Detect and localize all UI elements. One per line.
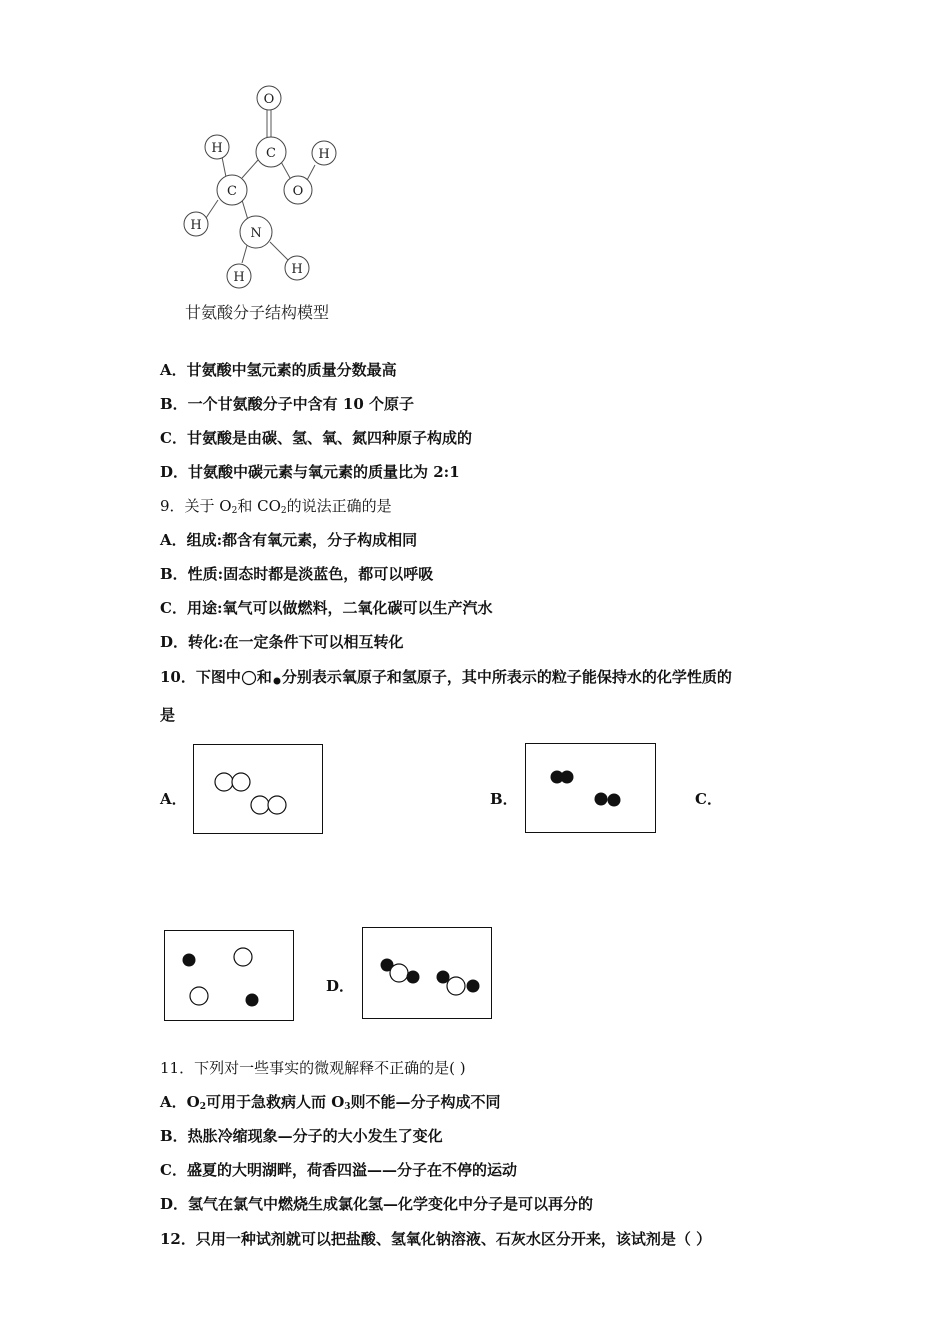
water-molecules-diagram	[363, 928, 491, 1018]
q10-label-b: B．	[490, 790, 518, 808]
h-atom	[183, 954, 196, 967]
q10-box-b	[525, 743, 656, 833]
bond-c-h-top	[222, 157, 226, 177]
bond-c-n	[242, 200, 248, 220]
atom-n	[240, 216, 272, 248]
q8-option-d: D．甘氨酸中碳元素与氧元素的质量比为 2:1	[160, 463, 460, 481]
atom-h-left-top	[205, 135, 229, 159]
svg-text:H: H	[291, 262, 303, 277]
q11-stem: 11．下列对一些事实的微观解释不正确的是( )	[160, 1059, 466, 1077]
q9-option-d: D．转化:在一定条件下可以相互转化	[160, 633, 404, 651]
atom-c-alpha	[217, 175, 247, 205]
q10-stem-line2: 是	[160, 706, 176, 724]
q10-label-a: A．	[160, 790, 187, 808]
oxygen-molecules-diagram	[194, 745, 322, 833]
q9-stem: 9．关于 $O_2$和 $CO_2$的说法正确的是	[160, 497, 392, 516]
q8-option-b: B．一个甘氨酸分子中含有 10 个原子	[160, 395, 414, 413]
separate-atoms-diagram	[165, 931, 293, 1020]
atom-o-top	[257, 86, 281, 110]
o-atom	[232, 773, 250, 791]
bond-c-c	[242, 160, 258, 178]
q10-stem: 10．下图中 和 分别表示氧原子和氢原子，其中所表示的粒子能保持水的化学性质的	[160, 668, 732, 686]
q10-box-c	[164, 930, 294, 1021]
svg-text:O: O	[263, 92, 275, 107]
svg-text:O: O	[292, 184, 304, 199]
q11-option-c: C．盛夏的大明湖畔，荷香四溢——分子在不停的运动	[160, 1161, 517, 1179]
q9-option-b: B．性质:固态时都是淡蓝色，都可以呼吸	[160, 565, 434, 583]
atom-h-n-2	[285, 256, 309, 280]
q10-box-d	[362, 927, 492, 1019]
o-atom	[234, 948, 252, 966]
q9-option-c: C．用途:氧气可以做燃料，二氧化碳可以生产汽水	[160, 599, 493, 617]
bond-c-h-left	[206, 200, 218, 218]
atom-h-left	[184, 212, 208, 236]
glycine-structure-figure	[170, 80, 370, 300]
svg-text:C: C	[227, 184, 237, 199]
hydrogen-molecules-diagram	[526, 744, 655, 832]
q11-option-a: A．$O_2$可用于急救病人而 $O_3$则不能—分子构成不同	[160, 1093, 501, 1112]
svg-text:H: H	[211, 141, 223, 156]
q11-option-d: D．氢气在氯气中燃烧生成氯化氢—化学变化中分子是可以再分的	[160, 1195, 594, 1213]
q11-option-b: B．热胀冷缩现象—分子的大小发生了变化	[160, 1127, 443, 1145]
svg-text:H: H	[190, 218, 202, 233]
o-atom	[215, 773, 233, 791]
q10-label-d: D．	[326, 977, 355, 995]
h-atom	[595, 793, 608, 806]
o-atom	[190, 987, 208, 1005]
atom-h-n-1	[227, 264, 251, 288]
atom-o-hydroxyl	[284, 176, 312, 204]
q9-option-a: A．组成:都含有氧元素，分子构成相同	[160, 531, 418, 549]
svg-text:H: H	[233, 270, 245, 285]
atom-h-hydroxyl	[312, 141, 336, 165]
q12-stem: 12．只用一种试剂就可以把盐酸、氢氧化钠溶液、石灰水区分开来，该试剂是（ ）	[160, 1230, 712, 1248]
svg-text:C: C	[266, 146, 276, 161]
bond-n-h-2	[270, 242, 288, 260]
q10-box-a	[193, 744, 323, 834]
h-atom	[246, 994, 259, 1007]
o-atom	[268, 796, 286, 814]
q8-option-c: C．甘氨酸是由碳、氢、氧、氮四种原子构成的	[160, 429, 472, 447]
h-atom	[561, 771, 574, 784]
atom-c-carboxyl	[256, 137, 286, 167]
o-atom	[390, 964, 408, 982]
o-atom	[251, 796, 269, 814]
hydrogen-atom-icon	[272, 670, 282, 686]
figure-caption: 甘氨酸分子结构模型	[185, 303, 330, 322]
oxygen-atom-icon	[241, 670, 257, 686]
h-atom	[467, 980, 480, 993]
svg-text:N: N	[250, 226, 262, 241]
o-atom	[447, 977, 465, 995]
svg-text:H: H	[318, 147, 330, 162]
q8-option-a: A．甘氨酸中氢元素的质量分数最高	[160, 361, 397, 379]
h-atom	[407, 971, 420, 984]
q10-label-c: C．	[695, 790, 722, 808]
h-atom	[608, 794, 621, 807]
